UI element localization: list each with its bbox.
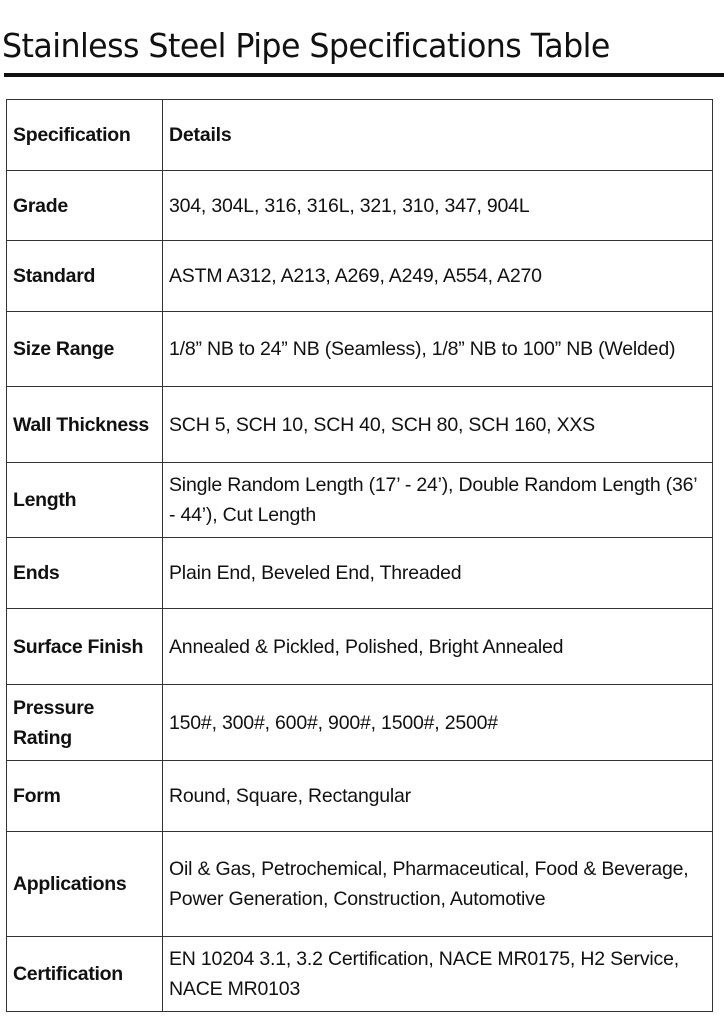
table-row [7,761,713,832]
header-details: Details [163,100,713,171]
row-details: SCH 5, SCH 10, SCH 40, SCH 80, SCH 160, XXS [163,387,713,463]
row-details: ASTM A312, A213, A269, A249, A554, A270 [163,241,713,312]
spec-table [6,99,713,1012]
row-spec: Wall Thickness [7,387,163,463]
row-details: 304, 304L, 316, 316L, 321, 310, 347, 904L [163,171,713,241]
table-row [7,685,713,761]
row-spec: Form [7,761,163,832]
row-spec: Pressure Rating [7,685,163,761]
row-spec: Size Range [7,312,163,387]
row-details: 1/8” NB to 24” NB (Seamless), 1/8” NB to 100” NB (Welded) [163,312,713,387]
table-row [7,171,713,241]
title-underline [4,73,724,77]
header-specification: Specification [7,100,163,171]
table-row [7,387,713,463]
row-details: EN 10204 3.1, 3.2 Certification, NACE MR0175, H2 Service, NACE MR0103 [163,937,713,1012]
page-title: Stainless Steel Pipe Specifications Table [2,26,610,65]
row-details: Single Random Length (17’ - 24’), Double Random Length (36’ - 44’), Cut Length [163,463,713,538]
table-row [7,609,713,685]
table-row [7,937,713,1012]
table-row [7,832,713,937]
table-row [7,463,713,538]
table-row [7,241,713,312]
table-row [7,312,713,387]
row-details: Round, Square, Rectangular [163,761,713,832]
row-spec: Certification [7,937,163,1012]
row-spec: Ends [7,538,163,609]
table-row [7,538,713,609]
row-details: Annealed & Pickled, Polished, Bright Annealed [163,609,713,685]
row-spec: Length [7,463,163,538]
row-details: Plain End, Beveled End, Threaded [163,538,713,609]
row-spec: Surface Finish [7,609,163,685]
row-spec: Grade [7,171,163,241]
row-spec: Standard [7,241,163,312]
table-header-row [7,100,713,171]
row-spec: Applications [7,832,163,937]
row-details: 150#, 300#, 600#, 900#, 1500#, 2500# [163,685,713,761]
row-details: Oil & Gas, Petrochemical, Pharmaceutical, Food & Beverage, Power Generation, Construction, Automotive [163,832,713,937]
